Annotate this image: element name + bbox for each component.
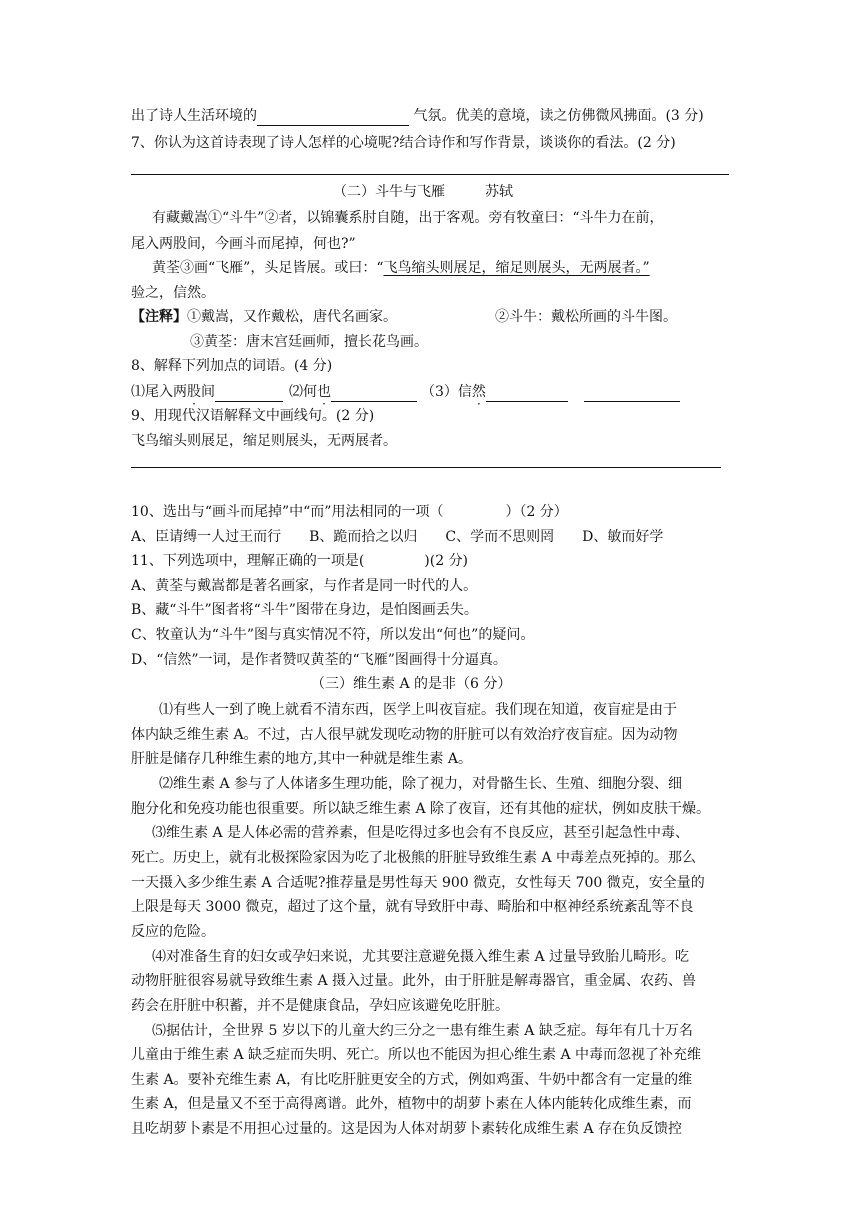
passage-line: 反应的危险。 xyxy=(131,924,215,940)
question-9-sentence: 飞鸟缩头则展足，缩足则展头，无两展者。 xyxy=(131,433,397,449)
answer-blank[interactable] xyxy=(486,385,568,402)
passage-line xyxy=(152,258,650,278)
question-text: ）（2 分） xyxy=(505,504,568,520)
answer-blank[interactable] xyxy=(584,385,680,402)
passage-line: 尾入两股间，今画斗而尾掉，何也?” xyxy=(131,236,356,252)
item-text: ⑴尾入两 xyxy=(131,384,187,400)
option-d: D、“信然”一词，是作者赞叹黄荃的“飞雁”图画得十分逼真。 xyxy=(131,652,507,668)
question-text: )(2 分) xyxy=(424,553,469,569)
passage-line: ⑵维生素 A 参与了人体诸多生理功能，除了视力，对骨骼生长、生殖、细胞分裂、细 xyxy=(159,776,683,792)
option-c: C、牧童认为“斗牛”图与真实情况不符，所以发出“何也”的疑问。 xyxy=(131,627,535,643)
section-3-title: （三）维生素 A 的是非（6 分） xyxy=(311,676,512,692)
passage-line: 儿童由于维生素 A 缺乏症而失明、死亡。所以也不能因为担心维生素 A 中毒而忽视了补充维 xyxy=(131,1047,702,1063)
item-text: （3）信 xyxy=(421,384,472,400)
question-9: 9、用现代汉语解释文中画线句。(2 分) xyxy=(131,408,375,424)
note-item: ①戴嵩，又作戴松，唐代名画家。 xyxy=(187,309,397,325)
underlined-sentence: 飞鸟缩头则展足，缩足则展头，无两展者。 xyxy=(383,260,643,276)
passage-line: 药会在肝脏中积蓄，并不是健康食品，孕妇应该避免吃肝脏。 xyxy=(131,998,509,1014)
passage-line: 死亡。历史上，就有北极探险家因为吃了北极熊的肝脏导致维生素 A 中毒差点死掉的。那么 xyxy=(131,850,697,866)
poem-question-text: 出了诗人生活环境的 xyxy=(131,108,257,124)
dotted-word: 然 xyxy=(471,384,486,400)
note-item: ③黄荃：唐末宫廷画师，擅长花鸟画。 xyxy=(190,334,428,350)
item-text: 间 xyxy=(201,384,215,400)
section-2-title xyxy=(333,182,513,202)
section-title-text: （二）斗牛与飞雁 xyxy=(333,184,445,200)
poem-question-line xyxy=(131,106,704,126)
notes-line xyxy=(131,307,397,327)
answer-line[interactable] xyxy=(131,467,721,468)
question-8: 8、解释下列加点的词语。(4 分) xyxy=(131,358,333,374)
question-10 xyxy=(131,502,568,522)
poem-question-text: 气氛。优美的意境，读之仿佛微风拂面。(3 分) xyxy=(409,108,704,124)
passage-line: 动物肝脏很容易就导致维生素 A 摄入过量。此外，由于肝脏是解毒器官，重金属、农药、兽 xyxy=(131,973,697,989)
passage-line: ⑴有些人一到了晚上就看不清东西，医学上叫夜盲症。我们现在知道，夜盲症是由于 xyxy=(159,702,677,718)
passage-text: 黄荃③画“飞雁”，头足皆展。或曰：“ xyxy=(152,260,384,276)
question-text: 10、选出与“画斗而尾掉”中“而”用法相同的一项（ xyxy=(131,504,444,520)
item-text: ⑵何 xyxy=(289,384,317,400)
passage-text: ” xyxy=(642,260,650,276)
question-10-options: A、臣请缚一人过王而行 B、跪而拾之以归 C、学而不思则罔 D、敏而好学 xyxy=(131,529,664,545)
question-text: 11、下列选项中，理解正确的一项是( xyxy=(131,553,365,569)
notes-label: 【注释】 xyxy=(131,309,187,325)
option-b: B、藏“斗牛”图者将“斗牛”图带在身边，是怕图画丢失。 xyxy=(131,602,478,618)
question-11 xyxy=(131,551,468,571)
passage-line: 且吃胡萝卜素是不用担心过量的。这是因为人体对胡萝卜素转化成维生素 A 存在负反馈控 xyxy=(131,1121,683,1137)
option-a: A、黄荃与戴嵩都是著名画家，与作者是同一时代的人。 xyxy=(131,578,478,594)
dotted-word: 也 xyxy=(317,384,331,400)
passage-line: ⑸据估计，全世界 5 岁以下的儿童大约三分之一患有维生素 A 缺乏症。每年有几十万名 xyxy=(152,1023,693,1039)
note-item: ②斗牛：戴松所画的斗牛图。 xyxy=(495,309,677,325)
question-7: 7、你认为这首诗表现了诗人怎样的心境呢?结合诗作和写作背景，谈谈你的看法。(2 分) xyxy=(131,135,676,151)
passage-line: 肝脏是储存几种维生素的地方,其中一种就是维生素 A。 xyxy=(131,751,473,767)
passage-line: 上限是每天 3000 微克，超过了这个量，就有导致肝中毒、畸胎和中枢神经系统紊乱等不良 xyxy=(131,899,694,915)
answer-blank[interactable] xyxy=(215,385,283,402)
passage-line: 有藏戴嵩①“斗牛”②者，以锦囊系肘自随，出于客观。旁有牧童曰：“斗牛力在前， xyxy=(152,210,664,226)
passage-line: ⑷对准备生育的妇女或孕妇来说，尤其要注意避免摄入维生素 A 过量导致胎儿畸形。吃 xyxy=(152,949,690,965)
passage-line: 体内缺乏维生素 A。不过，古人很早就发现吃动物的肝脏可以有效治疗夜盲症。因为动物 xyxy=(131,727,678,743)
dotted-word: 股 xyxy=(187,384,201,400)
passage-line: 生素 A，但是量又不至于高得离谱。此外，植物中的胡萝卜素在人体内能转化成维生素，而 xyxy=(131,1096,692,1112)
passage-line: 胞分化和免疫功能也很重要。所以缺乏维生素 A 除了夜盲，还有其他的症状，例如皮肤干燥。 xyxy=(131,801,711,817)
section-author: 苏轼 xyxy=(485,184,513,200)
passage-line: 生素 A。要补充维生素 A，有比吃肝脏更安全的方式，例如鸡蛋、牛奶中都含有一定量的维 xyxy=(131,1072,693,1088)
answer-blank[interactable] xyxy=(331,385,417,402)
passage-line: ⑶维生素 A 是人体必需的营养素，但是吃得过多也会有不良反应，甚至引起急性中毒、 xyxy=(152,825,690,841)
answer-blank[interactable] xyxy=(257,109,409,126)
passage-line: 验之，信然。 xyxy=(131,285,215,301)
answer-line[interactable] xyxy=(131,174,729,175)
passage-line: 一天摄入多少维生素 A 合适呢?推荐量是男性每天 900 微克，女性每天 700 微克，安全量的 xyxy=(131,875,705,891)
question-8-items xyxy=(131,382,680,402)
